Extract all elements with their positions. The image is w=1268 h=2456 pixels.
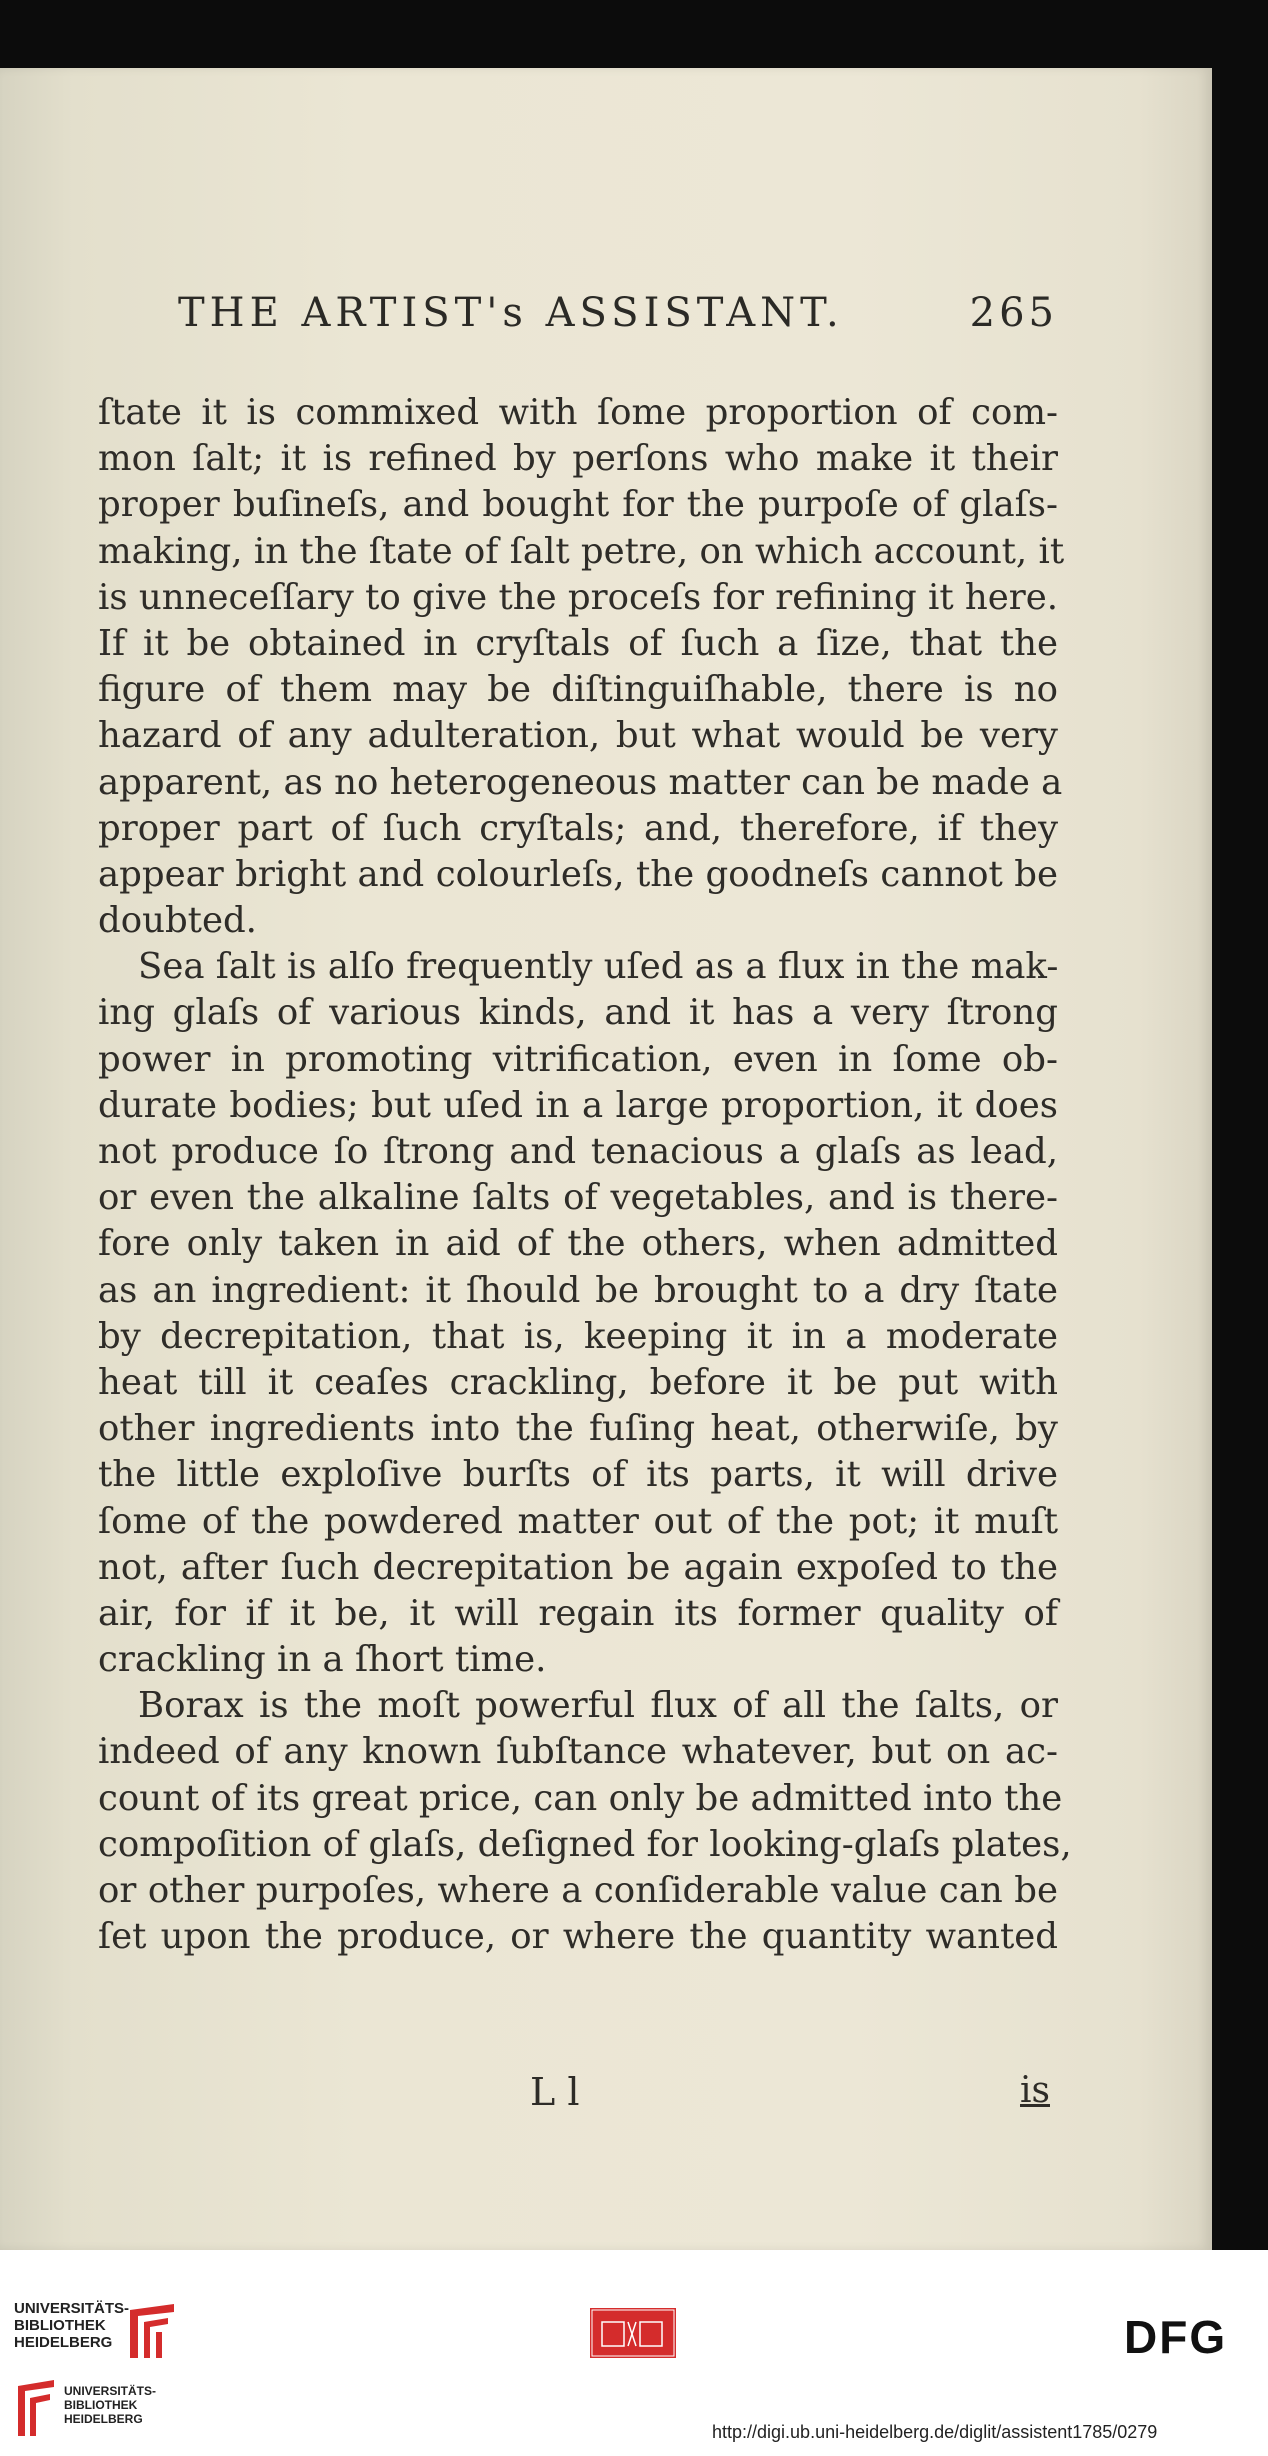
catchword: is — [1020, 2070, 1050, 2111]
text-line: mon ſalt; it is refined by perſons who make it their — [98, 438, 1058, 480]
text-line: doubted. — [98, 900, 257, 942]
text-line: figure of them may be diſtinguiſhable, there is no — [98, 669, 1058, 711]
library-emblem-icon — [124, 2302, 180, 2360]
text-line: or other purpoſes, where a conſiderable value can be — [98, 1870, 1058, 1911]
text-line: or even the alkaline ſalts of vegetables, and is there- — [98, 1177, 1058, 1219]
text-line: ſtate it is commixed with ſome proportion of com- — [98, 392, 1058, 433]
library-emblem-small-icon — [14, 2378, 58, 2438]
text-line: appear bright and colourleſs, the goodneſs cannot be — [98, 853, 1058, 895]
text-line: If it be obtained in cryſtals of ſuch a ſize, that the — [98, 622, 1058, 664]
text-line: power in promoting vitrification, even in ſome ob- — [98, 1038, 1058, 1080]
book-page — [0, 68, 1212, 2250]
library-name-small: UNIVERSITÄTS- BIBLIOTHEK HEIDELBERG — [64, 2384, 157, 2426]
text-line: the little exploſive burſts of its parts, it will drive — [98, 1454, 1058, 1496]
text-line: durate bodies; but uſed in a large proportion, it does — [98, 1084, 1058, 1126]
text-line: is unneceſſary to give the proceſs for refining it here. — [98, 576, 1059, 618]
page-number: 265 — [969, 290, 1058, 336]
text-line: air, for if it be, it will regain its former quality of — [98, 1592, 1058, 1634]
signature-mark: L l — [530, 2070, 580, 2114]
dfg-logo[interactable]: DFG — [1124, 2311, 1228, 2363]
body-text — [98, 390, 1072, 1960]
text-line: Sea ſalt is alſo frequently uſed as a flux in the mak- — [138, 946, 1059, 988]
running-head — [178, 290, 1058, 336]
text-line: count of its great price, can only be admitted into the — [98, 1777, 1063, 1819]
text-line: not produce ſo ſtrong and tenacious a glaſs as lead, — [98, 1131, 1058, 1172]
text-line: hazard of any adulteration, but what would be very — [98, 715, 1058, 757]
text-line: compoſition of glaſs, deſigned for looking-glaſs plates, — [98, 1823, 1072, 1865]
text-line: other ingredients into the fuſing heat, otherwiſe, by — [98, 1408, 1058, 1450]
text-line: heat till it ceaſes crackling, before it be put with — [98, 1361, 1058, 1403]
text-line: indeed of any known ſubſtance whatever, but on ac- — [98, 1731, 1058, 1773]
text-line: not, after ſuch decrepitation be again expoſed to the — [98, 1546, 1058, 1588]
text-line: apparent, as no heterogeneous matter can be made a — [98, 761, 1063, 803]
text-line: by decrepitation, that is, keeping it in a moderate — [98, 1315, 1058, 1357]
text-line: fore only taken in aid of the others, when admitted — [98, 1223, 1058, 1265]
text-line: ing glaſs of various kinds, and it has a very ſtrong — [98, 992, 1058, 1034]
permalink-url[interactable]: http://digi.ub.uni-heidelberg.de/diglit/assistent1785/0279 — [712, 2422, 1158, 2442]
text-line: ſet upon the produce, or where the quantity wanted — [98, 1916, 1058, 1958]
text-line: making, in the ſtate of ſalt petre, on which account, it — [98, 530, 1065, 572]
ex-libris-stamp-icon — [590, 2308, 676, 2358]
university-library-logo-small[interactable] — [14, 2378, 214, 2446]
text-line: proper part of ſuch cryſtals; and, therefore, if they — [98, 807, 1058, 849]
text-line: crackling in a ſhort time. — [98, 1639, 547, 1681]
text-line: ſome of the powdered matter out of the pot; it muſt — [98, 1500, 1058, 1542]
text-line: Borax is the moſt powerful flux of all the ſalts, or — [138, 1685, 1058, 1727]
running-head-title: THE ARTIST's ASSISTANT. — [178, 290, 844, 336]
library-name: UNIVERSITÄTS- BIBLIOTHEK HEIDELBERG — [14, 2300, 130, 2351]
text-line: proper buſineſs, and bought for the purpoſe of glaſs- — [98, 484, 1058, 526]
text-line: as an ingredient: it ſhould be brought to a dry ſtate — [98, 1269, 1058, 1311]
